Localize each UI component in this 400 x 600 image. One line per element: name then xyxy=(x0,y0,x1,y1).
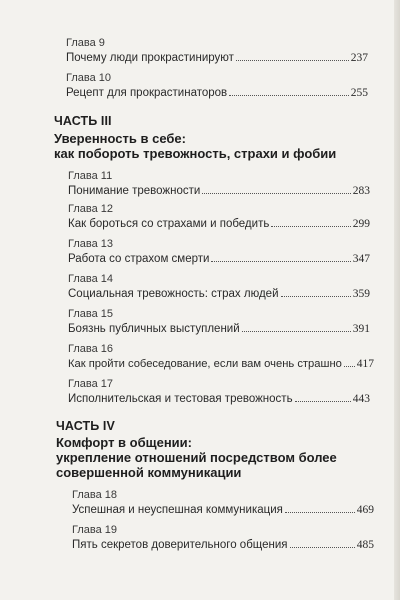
chapter-title: Почему люди прокрастинируют xyxy=(66,52,234,64)
chapter-number: Глава 11 xyxy=(68,170,113,182)
dot-leader xyxy=(229,95,349,96)
page-number: 283 xyxy=(352,185,370,197)
chapter-title: Рецепт для прокрастинаторов xyxy=(66,87,228,99)
part-title-line: совершенной коммуникации xyxy=(56,465,242,480)
chapter-number: Глава 12 xyxy=(68,203,114,215)
chapter-number: Глава 16 xyxy=(68,343,114,355)
page-number: 485 xyxy=(356,539,374,551)
chapter-number: Глава 19 xyxy=(72,524,118,536)
dot-leader xyxy=(236,60,349,61)
part-title xyxy=(56,435,376,480)
page-number: 237 xyxy=(350,52,368,64)
toc-entry xyxy=(68,170,370,197)
chapter-title: Исполнительская и тестовая тревожность xyxy=(68,393,293,405)
chapter-number: Глава 15 xyxy=(68,308,114,320)
part-title-line: как побороть тревожность, страхи и фобии xyxy=(54,146,337,161)
dot-leader xyxy=(242,331,351,332)
toc-entry xyxy=(66,37,368,64)
chapter-number: Глава 13 xyxy=(68,238,114,250)
dot-leader xyxy=(211,261,350,262)
dot-leader xyxy=(285,512,355,513)
chapter-number: Глава 14 xyxy=(68,273,114,285)
dot-leader xyxy=(295,401,351,402)
part-title xyxy=(54,131,374,161)
page-edge-shadow xyxy=(394,0,400,600)
page-number: 299 xyxy=(352,218,370,230)
chapter-number: Глава 9 xyxy=(66,37,105,49)
dot-leader xyxy=(344,366,355,367)
chapter-title: Работа со страхом смерти xyxy=(68,253,210,265)
chapter-number: Глава 18 xyxy=(72,489,118,501)
toc-entry xyxy=(72,489,374,516)
dot-leader xyxy=(202,193,350,194)
page-number: 391 xyxy=(352,323,370,335)
toc-entry xyxy=(72,524,374,551)
chapter-title: Пять секретов доверительного общения xyxy=(72,539,288,551)
page-number: 347 xyxy=(352,253,370,265)
part-title-line: укрепление отношений посредством более xyxy=(56,450,337,465)
part-title-line: Комфорт в общении: xyxy=(56,435,192,450)
toc-entry xyxy=(68,343,374,370)
dot-leader xyxy=(281,296,351,297)
page-number: 469 xyxy=(356,504,374,516)
toc-entry xyxy=(66,72,368,99)
toc-entry xyxy=(68,203,370,230)
page-number: 255 xyxy=(350,87,368,99)
chapter-title: Боязнь публичных выступлений xyxy=(68,323,240,335)
toc-entry xyxy=(68,273,370,300)
toc-entry xyxy=(68,238,370,265)
chapter-number: Глава 17 xyxy=(68,378,114,390)
part-label: ЧАСТЬ III xyxy=(54,114,112,128)
part-title-line: Уверенность в себе: xyxy=(54,131,186,146)
page-number: 359 xyxy=(352,288,370,300)
part-label: ЧАСТЬ IV xyxy=(56,419,115,433)
chapter-title: Как пройти собеседование, если вам очень страшно xyxy=(68,358,342,370)
chapter-title: Социальная тревожность: страх людей xyxy=(68,288,279,300)
page-number: 443 xyxy=(352,393,370,405)
toc-entry xyxy=(68,378,370,405)
chapter-title: Успешная и неуспешная коммуникация xyxy=(72,504,283,516)
chapter-title: Как бороться со страхами и победить xyxy=(68,218,270,230)
dot-leader xyxy=(271,226,350,227)
chapter-number: Глава 10 xyxy=(66,72,112,84)
page-number: 417 xyxy=(356,358,374,370)
toc-entry xyxy=(68,308,370,335)
chapter-title: Понимание тревожности xyxy=(68,185,201,197)
dot-leader xyxy=(290,547,355,548)
